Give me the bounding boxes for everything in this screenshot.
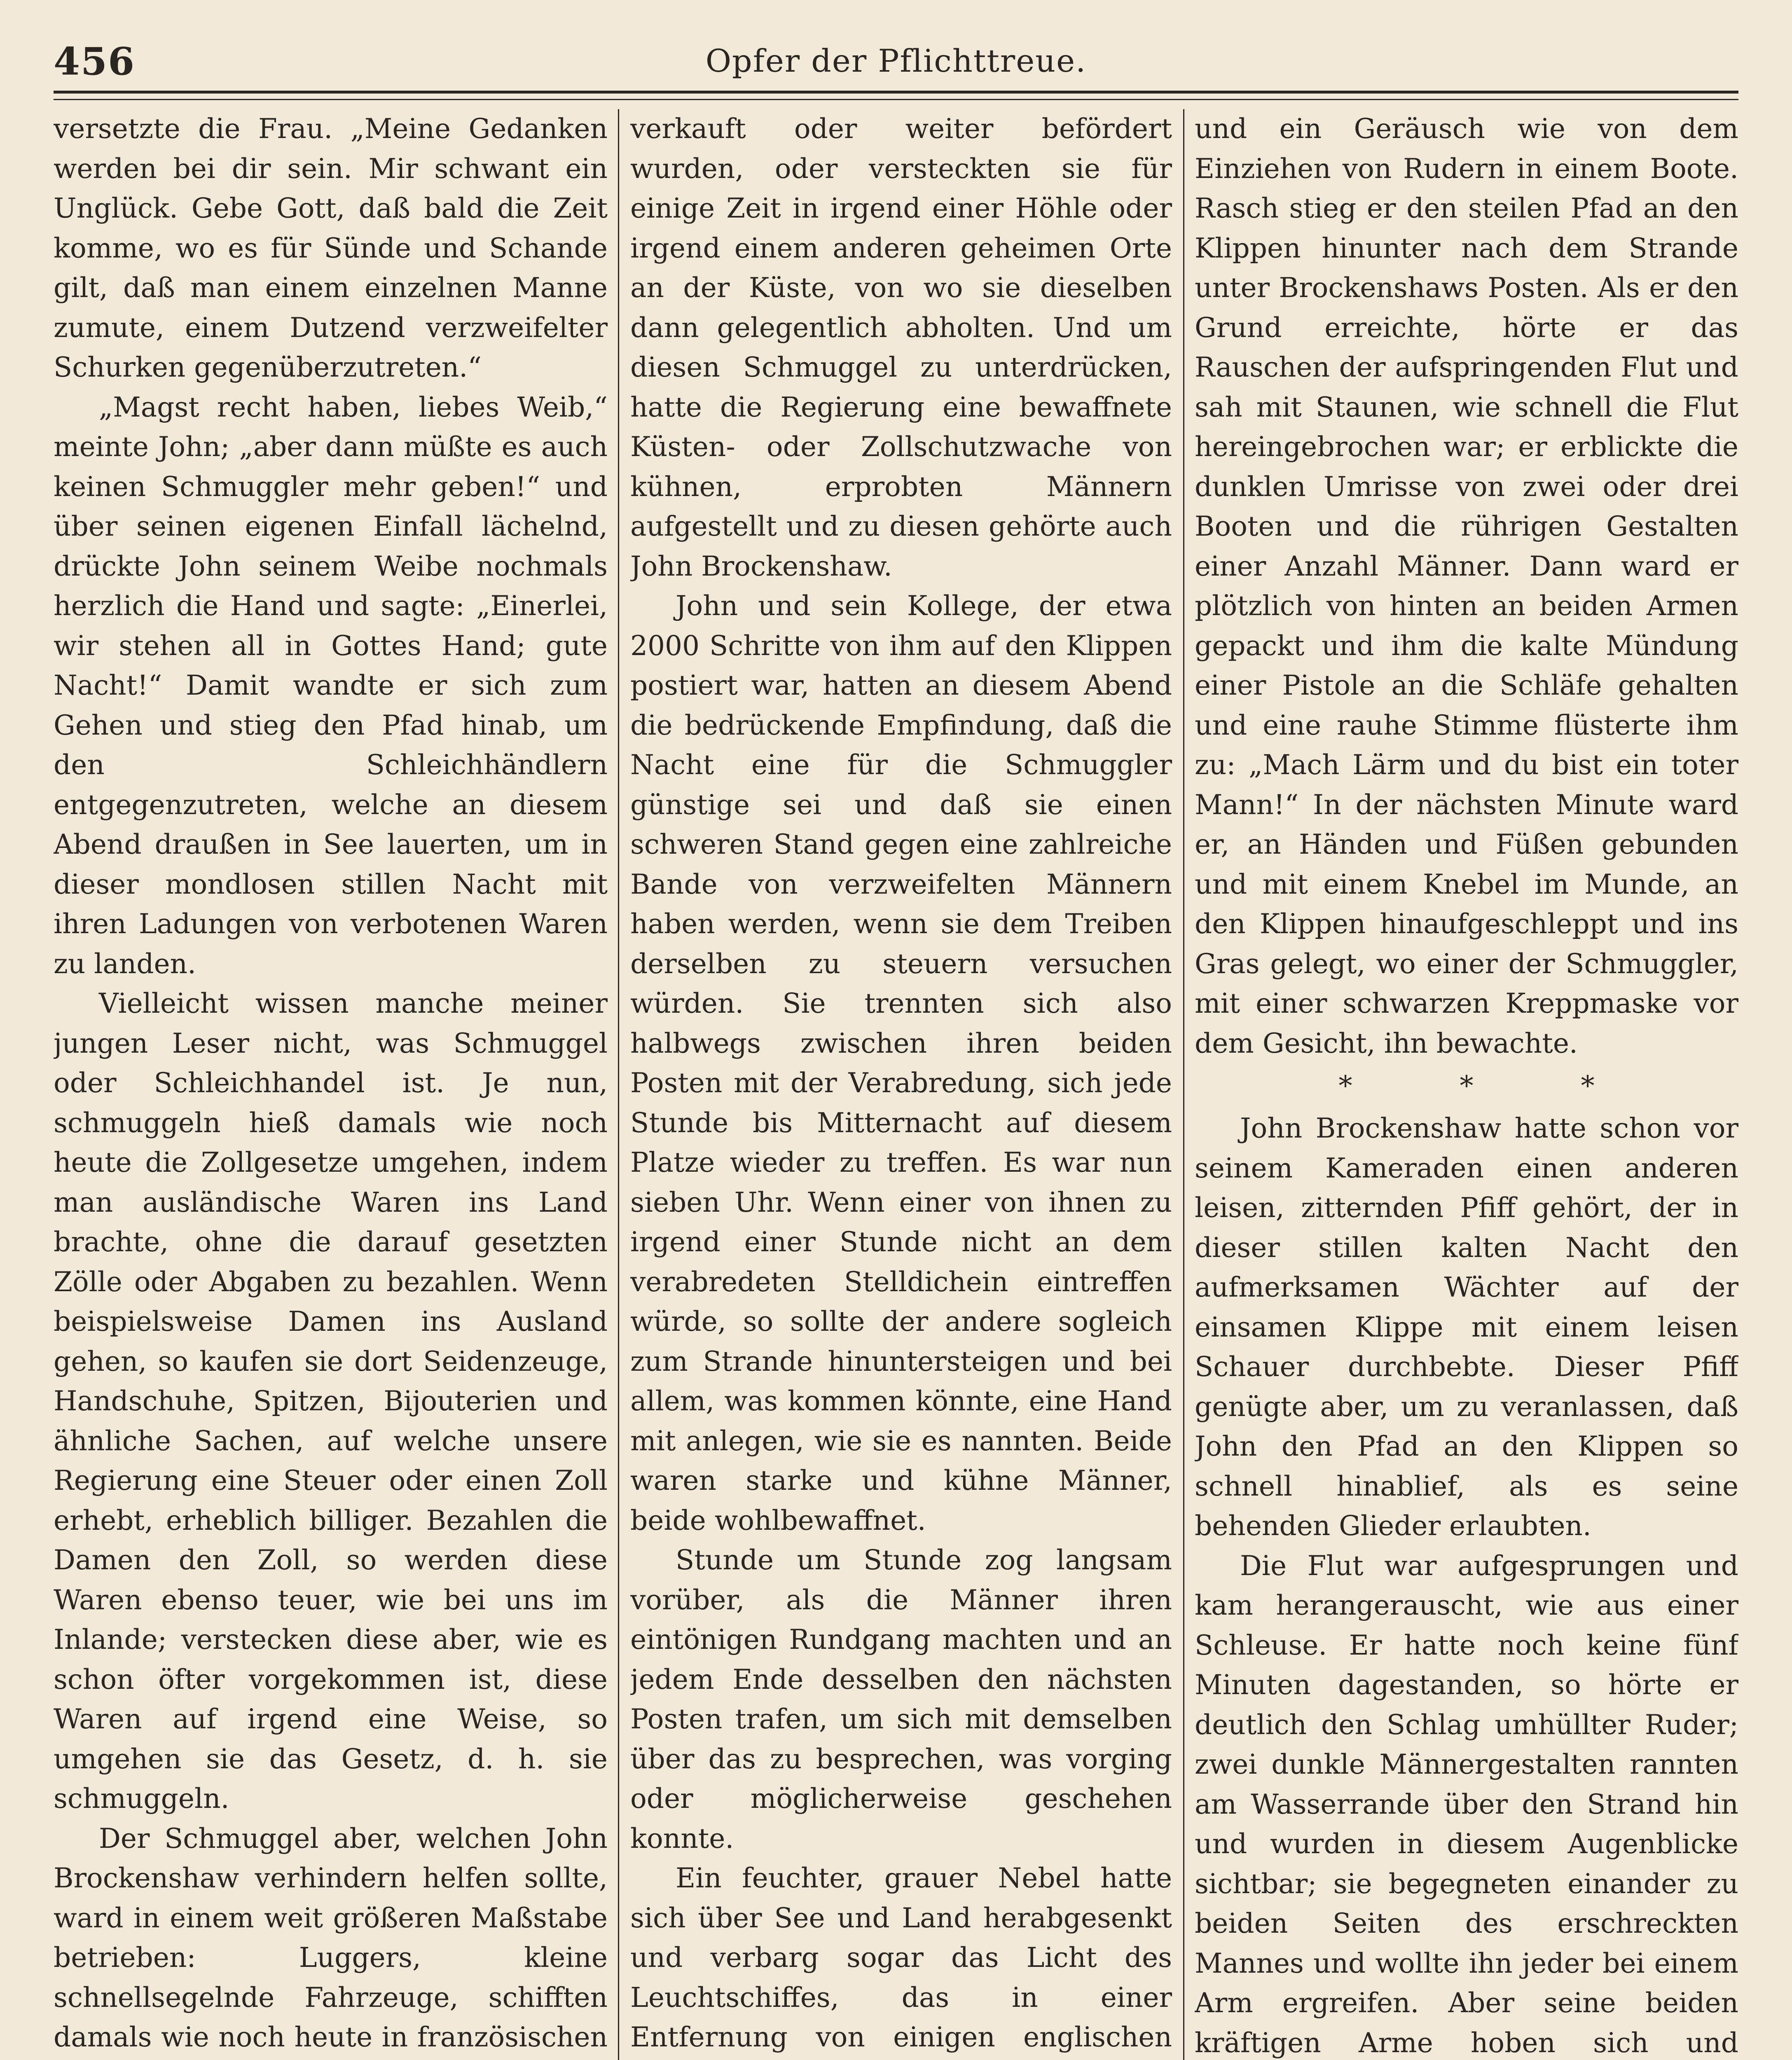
paragraph: versetzte die Frau. „Meine Gedanken werden bei dir sein. Mir schwant ein Unglück. Gebe Gott, daß bald die Zeit komme, wo es für Sünde und Schande gilt, daß man einem einzelnen Manne zumute, einem Dutzend verzweifelter Schurken gegenüberzutreten.“ — [54, 113, 608, 383]
paragraph: Die Flut war aufgesprungen und kam herangerauscht, wie aus einer Schleuse. Er hatte noch keine fünf Minuten dagestanden, so hörte er deutlich den Schlag umhüllter Ruder; zwei dunkle Männergestalten rannten am Wasserrande über den Strand hin und wurden in diesem Augenblicke sichtbar; sie begegneten einander zu beiden Seiten des erschreckten Mannes und wollte ihn jeder bei einem Arm ergreifen. Aber seine beiden kräftigen Arme hoben sich und — [1195, 1550, 1738, 2059]
paragraph: verkauft oder weiter befördert wurden, oder versteckten sie für einige Zeit in irgend einer Höhle oder irgend einem anderen geheimen Orte an der Küste, von wo sie dieselben dann gelegentlich abholten. Und um diesen Schmuggel zu unterdrücken, hatte die Regierung eine bewaffnete Küsten- oder Zollschutzwache von kühnen, erprobten Männern aufgestellt und zu diesen gehörte auch John Brockenshaw. — [630, 113, 1172, 582]
paragraph: Vielleicht wissen manche meiner jungen Leser nicht, was Schmuggel oder Schleichhandel ist. Je nun, schmuggeln hieß damals wie noch heute die Zollgesetze umgehen, indem man ausländische Waren ins Land brachte, ohne die darauf gesetzten Zölle oder Abgaben zu bezahlen. Wenn beispielsweise Damen ins Ausland gehen, so kaufen sie dort Seidenzeuge, Handschuhe, Spitzen, Bijouterien und ähnliche Sachen, auf welche unsere Regierung eine Steuer oder einen Zoll erhebt, erheblich billiger. Bezahlen die Damen den Zoll, so werden diese Waren ebenso teuer, wie bei uns im Inlande; verstecken diese aber, wie es schon öfter vorgekommen ist, diese Waren auf irgend eine Weise, so umgehen sie das Gesetz, d. h. sie schmuggeln. — [54, 988, 608, 1814]
column-1 — [54, 109, 608, 2060]
page-header — [54, 39, 1738, 84]
column-divider — [618, 109, 619, 2060]
section-separator: * * * — [1338, 1070, 1644, 1102]
column-2 — [630, 109, 1172, 2060]
running-title: Opfer der Pflichttreue. — [705, 42, 1087, 79]
paragraph: Ein feuchter, grauer Nebel hatte sich über See und Land herabgesenkt und verbarg sogar das Licht des Leuchtschiffes, das in einer Entfernung von einigen englischen — [630, 1862, 1172, 2053]
paragraph: Stunde um Stunde zog langsam vorüber, als die Männer ihren eintönigen Rundgang machten und an jedem Ende desselben den nächsten Posten trafen, um sich mit demselben über das zu besprechen, was vorging oder möglicherweise geschehen konnte. — [630, 1544, 1172, 1854]
column-divider — [1183, 109, 1184, 2060]
header-rule — [54, 91, 1738, 94]
paragraph: John Brockenshaw hatte schon vor seinem Kameraden einen anderen leisen, zitternden Pfiff gehört, der in dieser stillen kalten Nacht den aufmerksamen Wächter auf der einsamen Klippe mit einem leisen Schauer durchbebte. Dieser Pfiff genügte aber, um zu veranlassen, daß John den Pfad an den Klippen so schnell hinablief, als es seine behenden Glieder erlaubten. — [1195, 1112, 1738, 1542]
paragraph: Der Schmuggel aber, welchen John Brockenshaw verhindern helfen sollte, ward in einem weit größeren Maßstabe betrieben: Luggers, kleine schnellsegelnde Fahrzeuge, schifften damals wie noch heute in französischen — [54, 1822, 608, 2053]
text-columns — [54, 109, 1738, 2060]
paragraph: und ein Geräusch wie von dem Einziehen von Rudern in einem Boote. Rasch stieg er den steilen Pfad an den Klippen hinunter nach dem Strande unter Brockenshaws Posten. Als er den Grund erreichte, hörte er das Rauschen der aufspringenden Flut und sah mit Staunen, wie schnell die Flut hereingebrochen war; er erblickte die dunklen Umrisse von zwei oder drei Booten und die rührigen Gestalten einer Anzahl Männer. Dann ward er plötzlich von hinten an beiden Armen gepackt und ihm die kalte Mündung einer Pistole an die Schläfe gehalten und eine rauhe Stimme flüsterte ihm zu: „Mach Lärm und du bist ein toter Mann!“ In der nächsten Minute ward er, an Händen und Füßen gebunden und mit einem Knebel im Munde, an den Klippen hinaufgeschleppt und ins Gras gelegt, wo einer der Schmuggler, mit einer schwarzen Kreppmaske vor dem Gesicht, ihn bewachte. — [1195, 113, 1738, 1059]
paragraph: „Magst recht haben, liebes Weib,“ meinte John; „aber dann müßte es auch keinen Schmuggler mehr geben!“ und über seinen eigenen Einfall lächelnd, drückte John seinem Weibe nochmals herzlich die Hand und sagte: „Einerlei, wir stehen all in Gottes Hand; gute Nacht!“ Damit wandte er sich zum Gehen und stieg den Pfad hinab, um den Schleichhändlern entgegenzutreten, welche an diesem Abend draußen in See lauerten, um in dieser mondlosen stillen Nacht mit ihren Ladungen von verbotenen Waren zu landen. — [54, 391, 608, 980]
paragraph: John und sein Kollege, der etwa 2000 Schritte von ihm auf den Klippen postiert war, hatten an diesem Abend die bedrückende Empfindung, daß die Nacht eine für die Schmuggler günstige sei und daß sie einen schweren Stand gegen eine zahlreiche Bande von verzweifelten Männern haben werden, wenn sie dem Treiben derselben zu steuern versuchen würden. Sie trennten sich also halbwegs zwischen ihren beiden Posten mit der Verabredung, sich jede Stunde bis Mitternacht auf diesem Platze wieder zu treffen. Es war nun sieben Uhr. Wenn einer von ihnen zu irgend einer Stunde nicht an dem verabredeten Stelldichein eintreffen würde, so sollte der andere sogleich zum Strande hinuntersteigen und bei allem, was kommen könnte, eine Hand mit anlegen, wie sie es nannten. Beide waren starke und kühne Männer, beide wohlbewaffnet. — [630, 590, 1172, 1536]
header-rule-thin — [54, 99, 1738, 100]
column-3 — [1195, 109, 1738, 2060]
page-number: 456 — [54, 39, 136, 84]
